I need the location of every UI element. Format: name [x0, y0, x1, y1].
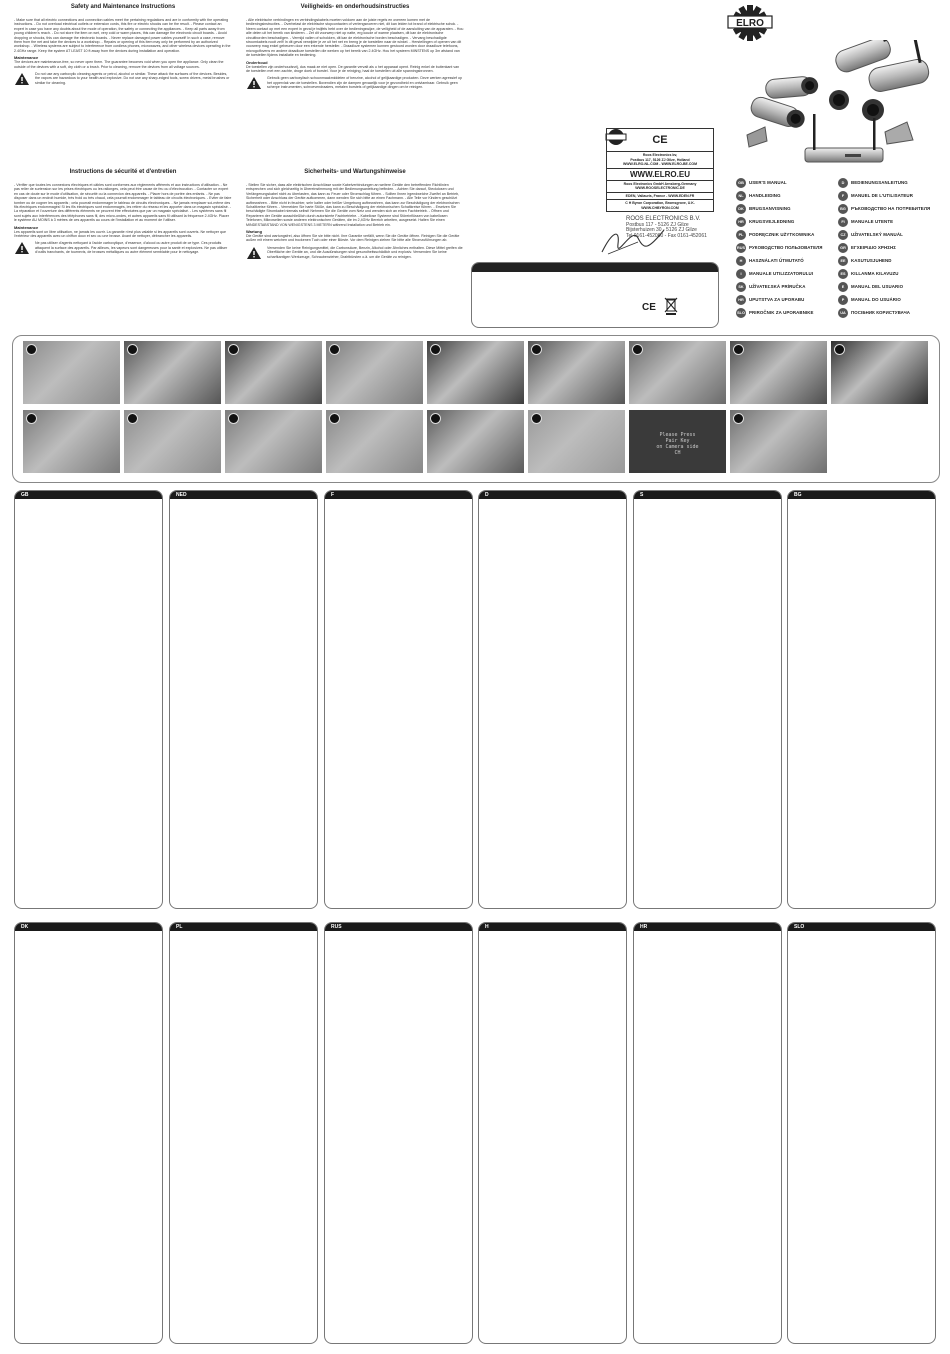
installation-step-photo	[23, 341, 120, 404]
pairing-screen-line: CH	[674, 450, 681, 456]
step-number-badge	[733, 344, 744, 355]
safety-gb	[14, 4, 232, 86]
installation-step-photo	[528, 341, 625, 404]
language-column	[478, 490, 627, 909]
website-url: WWW.ELRO.EU	[607, 168, 713, 180]
language-item: CZ UŽIVATELSKÝ MANUÁL	[838, 228, 946, 241]
safety-d	[246, 169, 464, 260]
language-item: RUS РУКОВОДСТВО ПОЛЬЗОВАТЕЛЯ	[736, 241, 836, 254]
maintenance-body-ned: De toestellen zijn onderhoudsvrij, dus maak ze niet open. De garantie vervalt als u het apparaat opent. Reinig enkel de buitenkant van de toestellen met een zachte, droge doek of borstel. Voor je de reiniging, haal de toestellen uit alle spanningsbronnen.	[246, 64, 460, 74]
maintenance-heading-gb: Maintenance	[14, 55, 39, 61]
language-item: D BEDIENUNGSANLEITUNG	[838, 176, 946, 189]
step-number-badge	[430, 344, 441, 355]
step-number-badge	[531, 413, 542, 424]
pairing-screen-line: Please Press	[659, 432, 696, 438]
column-tab: RUS	[325, 923, 472, 931]
warning-triangle-icon	[246, 76, 262, 90]
column-tab: S	[634, 491, 781, 499]
step-number-badge	[329, 413, 340, 424]
language-list-right	[838, 176, 946, 319]
installation-step-photo	[629, 341, 726, 404]
pairing-screen-text	[629, 432, 726, 456]
elro-logo	[726, 2, 774, 42]
language-item: PL PODRĘCZNIK UŻYTKOWNIKA	[736, 228, 836, 241]
language-column	[324, 922, 473, 1344]
safety-body-gb: - Make sure that all electric connections and connection cables meet the pertaining regulations and are in conformity with the operating instructions. - Do not overload electrical outlets or extension cords, this fire or electric shocks can be the result. - Please contact an expert in case you have any doubts about the mode of operation, the safety or connecting the appliances. - Keep all parts away from young children's reach. - Do not store the item on wet, very cold or warm places, this can damage the electronic circuit boards. - Avoid dropping or shocks, this can damage the electronic boards. - Never replace damaged power cables yourself! In such a case, remove them from the net and take the devices to a workshop. - Repairs or opening of this item may only be performed by an authorized workshop. - Wireless systems are subject to interference from cordless phones, microwaves, and other wireless devices operating in the 2.4GHz range. Keep the system AT LEAST 10 ft away from the devices during installation and operation.	[14, 18, 231, 53]
safety-body-ned: - Alle elektrische verbindingen en verbindingskabels moeten voldoen aan de juiste regels en overeen komen met de bedieningsinstructies. - Overbelast de elektrische stopcontacten of verlengsnoeren niet, dit kan leiden tot brand of elektrische schok. - Neem contact op met een expert in geval je twijfels hebt over de bedieningswijze, de veiligheid of de aansluiting van de apparaten. - Hou alle delen uit het bereik van kinderen. - Zet dit voorwerp niet op natte, erg koude of warme plaatsen, dit kan de elektronische circuitborden beschadigen. - Vermijd vallen of schokken, dit kan de elektronische borden beschadigen. - Vervang beschadigde stroomkabels nooit zelf! In dit geval verwijder je ze uit het net en breng je de toestellen naar de winkel. - Herstellingen of openen van dit voorwerp mag enkel gebeuren door een erkende hersteller. - Draadloze systemen kunnen gestoord worden door draadloze telefoons, microgolfovens en andere draadloze toestellen die werken op het bereik van 2.4GHz. Hou het systeem MINSTENS op 3m afstand van de toestellen tijdens installatie en bediening.	[246, 18, 464, 58]
weee-bin-icon	[664, 296, 678, 316]
installation-step-photo	[225, 410, 322, 473]
roos-line-1: Postbus 117 - 5126 ZJ Gilze	[626, 221, 689, 228]
installation-step-photo	[831, 341, 928, 404]
language-item: NL HANDLEIDING	[736, 189, 836, 202]
warning-notice-header	[472, 263, 718, 272]
maintenance-heading-d: Wartung	[246, 229, 263, 235]
warning-text-f: Ne pas utiliser d'agents nettoyant à l'acide carboxylique, d'essence, d'alcool ou autre produit de ce type. Ces produits attaquent la surface des appareils. Par ailleurs, les vapeurs sont dangereuses pour la santé et explosives. Ne pas utiliser d'outils tranchants, de tournevis, de brosses métalliques ou autre élément semblable pour le nettoyage.	[35, 241, 228, 255]
language-column	[633, 922, 782, 1344]
language-column	[169, 490, 318, 909]
installation-step-photo	[730, 341, 827, 404]
language-column	[787, 490, 936, 909]
ce-mark: CE	[652, 134, 668, 146]
step-number-badge	[127, 413, 138, 424]
address-line-2: Postbus 117, 5126 ZJ Gilze, Holland	[630, 157, 690, 162]
language-column	[169, 922, 318, 1344]
installation-step-photo	[23, 410, 120, 473]
safety-title-d: Sicherheits- und Wartungshinweise	[304, 169, 406, 175]
step-number-badge	[733, 413, 744, 424]
column-tab: SLO	[788, 923, 935, 931]
language-column	[14, 490, 163, 909]
installation-step-photo	[326, 341, 423, 404]
roos-name: ROOS ELECTRONICS B.V.	[626, 216, 701, 222]
step-number-badge	[228, 344, 239, 355]
installation-step-photo	[629, 410, 726, 473]
warning-text-gb: Do not use any carboxylic cleaning agents or petrol, alcohol or similar. These attack the surfaces of the devices. Besides, the vapors are hazardous to your health and explosive. Do not use any sharp-edged tools, screw drivers, metal brushes or similar for cleaning.	[35, 72, 230, 85]
column-tab: GB	[15, 491, 162, 499]
distributor-de: Roos Electronics GmbH Arnsberg-Germany	[623, 181, 697, 186]
distributor-info-box	[606, 128, 714, 212]
safety-title-gb: Safety and Maintenance Instructions	[70, 4, 176, 10]
maintenance-heading-ned: Onderhoud	[246, 59, 268, 65]
distributor-de-url: WWW.ROOSELECTRONIC.DE	[635, 186, 685, 191]
language-list-left	[736, 176, 836, 319]
distributor-uk-url: WWW.CHBYRON.COM	[641, 205, 679, 210]
column-tab: H	[479, 923, 626, 931]
installation-step-photo	[124, 341, 221, 404]
language-column	[633, 490, 782, 909]
installation-step-photo	[124, 410, 221, 473]
installation-step-photo	[326, 410, 423, 473]
step-number-badge	[531, 344, 542, 355]
pairing-screen-line: Pair Key	[665, 438, 690, 444]
language-item: DK BRUGSANVISNING	[736, 202, 836, 215]
safety-body-d: - Stellen Sie sicher, dass alle elektrischen Anschlüsse sowie Kabelverbindungen an weitere Geräte den betreffenden Richtlinien entsprechen und sich gleichzeitig in Übereinstimmung mit der Bedienungsanleitung befinden. - Achten Sie darauf, Steckdosen und Verlängerungskabel nicht zu überlasten, das kann zu Feuer oder Stromschlag führen. - Sollten Ihnen irgendwelche Zweifel an Betrieb, Sicherheit oder Anschluss der Geräte aufkommen, dann wenden Sie sich bitte an einen Fachmann. - Alle Teile vor Kindern geschützt aufbewahren. - Bitte nicht in feuchter, sehr kalter oder heißer Umgebung aufbewahren, das kann zur Beschädigung der elektronischen Schaltkreise führen. - Vermeiden Sie harte Stöße, das kann zu Beschädigung der elektronischen Schaltkreise führen. - Ersetzen Sie beschädigte Stromkabel niemals selbst! Nehmen Sie die Geräte vom Netz und wenden sich an einen Fachbetrieb. - Öffnen und Reparieren der Geräte ausschließlich durch autorisierte Fachbetriebe. - Kabellose Systeme sind Störeinflüssen von kabellosen Telefonen, Mikrowellen sowie anderen elektronischen Geräten, die im 2,4GHz Bereich arbeiten, ausgesetzt. Halten Sie einen MINDESTABSTAND VON WENIGSTENS 3 METERN während Installation und Betrieb ein.	[246, 183, 460, 227]
maintenance-body-d: Die Geräte sind wartungsfrei, also öffnen Sie sie bitte nicht. Ihre Garantie verfällt, wenn Sie die Geräte öffnen. Reinigen Sie die Geräte außen mit einem weichen und trockenen Tuch oder einer Bürste. Vor dem Reinigen ziehen Sie bitte alle Stromzuführungen ab.	[246, 234, 460, 243]
language-item: F MANUEL DE L'UTILISATEUR	[838, 189, 946, 202]
column-tab: PL	[170, 923, 317, 931]
column-tab: F	[325, 491, 472, 499]
language-column	[14, 922, 163, 1344]
language-item: H HASZNÁLATI ÚTMUTATÓ	[736, 254, 836, 267]
column-tab: HR	[634, 923, 781, 931]
language-item: GB USER'S MANUAL	[736, 176, 836, 189]
address-line-1: Roos Electronics bv,	[642, 153, 678, 157]
warning-triangle-icon	[246, 246, 262, 260]
safety-title-f: Instructions de sécurité et d'entretien	[69, 169, 177, 175]
language-item: I MANUALE UTILIZZATORULUI	[736, 267, 836, 280]
language-item: BG РЪКОВОДСТВО НА ПОТРЕБИТЕЛЯ	[838, 202, 946, 215]
language-column	[787, 922, 936, 1344]
maintenance-heading-f: Maintenance	[14, 224, 39, 230]
maintenance-body-f: Les appareils sont un libre utilisation, ne jamais les ouvrir. La garantie n'est plus valable si les appareils sont ouverts. Ne nettoyer que l'extérieur des appareils avec un chiffon doux et sec ou une brosse. Avant de nettoyer, débrancher les appareils.	[14, 229, 227, 239]
step-number-badge	[127, 344, 138, 355]
roos-line-2: Bijsterhuizen 30 - 5126 ZJ Gilze	[626, 227, 697, 234]
language-item: EE KASUTUSJUHEND	[838, 254, 946, 267]
step-number-badge	[228, 413, 239, 424]
language-item: FI MANUALE UTENTE	[838, 215, 946, 228]
language-item: UA ПОСІБНИК КОРИСТУВАЧА	[838, 306, 946, 319]
safety-title-ned: Veiligheids- en onderhoudsinstructies	[300, 4, 410, 10]
warning-triangle-icon	[14, 72, 30, 86]
column-tab: D	[479, 491, 626, 499]
safety-body-f: - Vérifier que toutes les connexions électriques et câbles sont conformes aux règlements afférents et aux instructions d'utilisation. - Ne pas relier de surtension sur les prises électriques ou les rallonges, cela peut être cause de feu ou d'électrocution. - Contacter un expert en cas de doute sur le mode d'utilisation, de sécurité ou la connexion des appareils. - Placer hors de portée des enfants. - Ne pas disposer dans un endroit humide, très froid ou très chaud, cela pourrait endommager le tableau de circuits électroniques. - Eviter de faire tomber ou de cogner les appareils ; cela pourrait endommager le tableau de circuits électroniques. - Ne jamais remplacer soi-même des fils électriques endommagés! Si les fils électriques sont endommagés, les retirer du réseau et les apporter dans un magasin spécialisé. - La réparation et l'ouverture des différents éléments ne peuvent être effectuées que par un magasin spécialisé. - Les systèmes sans fil sont sujets aux interférences des téléphones sans fil, des micro-ondes, et autres appareils sans fil utilisant la fréquence 2.4GHz. Placer le système AU MOINS à 3 mètres de ces appareils au cours de l'installation et au moment de l'utiliser.	[14, 183, 232, 223]
language-item: ES KILLANMA KILAVUZU	[838, 267, 946, 280]
language-item: GR ΕΓΧΕΙΡΙΔΙΟ ΧΡΗΣΗΣ	[838, 241, 946, 254]
step-number-badge	[26, 413, 37, 424]
language-column	[324, 490, 473, 909]
column-tab: DK	[15, 923, 162, 931]
signature	[598, 222, 668, 256]
language-item: SLO PRIROČNIK ZA UPORABNIKE	[736, 306, 836, 319]
step-number-badge	[834, 344, 845, 355]
address-line-3: WWW.ELRO-NL.COM - WWW.ELRO-BE.COM	[622, 162, 698, 167]
installation-step-photo	[225, 341, 322, 404]
maintenance-body-gb: The devices are maintenance-free, so never open them. The guarantee becomes void when you open the appliance. Only clean the outside of the devices with a soft, dry cloth or a brush. Prior to cleaning, remove the devices from all voltage sources.	[14, 60, 224, 69]
column-tab: BG	[788, 491, 935, 499]
logo-text: ELRO	[736, 18, 764, 29]
distributor-uk: C H Byron Corporation, Bromsgrove, U.K.	[625, 200, 695, 205]
language-item: HR UPUTSTVA ZA UPORABU	[736, 293, 836, 306]
step-number-badge	[632, 344, 643, 355]
language-item: E MANUAL DEL USUARIO	[838, 280, 946, 293]
step-number-badge	[430, 413, 441, 424]
pairing-screen-line: on Camera side	[656, 444, 699, 450]
installation-step-photo	[730, 410, 827, 473]
warning-notice-box	[471, 262, 719, 328]
column-tab: NED	[170, 491, 317, 499]
roos-line-3: Tel 0161-452060 - Fax 0161-452061	[626, 232, 707, 239]
language-item: P MANUAL DO USUÁRIO	[838, 293, 946, 306]
warning-triangle-icon	[14, 241, 30, 255]
step-number-badge	[329, 344, 340, 355]
step-number-badge	[26, 344, 37, 355]
language-item: HR KRUGSVEJLEDNING	[736, 215, 836, 228]
product-image	[735, 40, 935, 170]
language-column	[478, 922, 627, 1344]
distributor-fr: EDEN, Vallauris, France - WWW.EDEN.FR	[607, 192, 713, 199]
installation-step-photo	[427, 341, 524, 404]
installation-step-photo	[427, 410, 524, 473]
installation-step-photo	[528, 410, 625, 473]
safety-ned	[246, 4, 464, 90]
warning-text-d: Verwenden Sie keine Reinigungsmittel, die Carbonsäure, Benzin, Alkohol oder Ähnliches enthalten. Diese Mittel greifen die Oberfläche der Geräte an, und die Ausdünstungen sind gesundheitsschädlich und explosiv. Verwenden Sie keine scharfkantigen Werkzeuge, Schraubenzieher, Drahtbürsten o.ä. um die Geräte zu reinigen.	[267, 245, 463, 259]
language-item: SK UŽÍVATEĽSKÁ PRÍRUČKA	[736, 280, 836, 293]
safety-f	[14, 169, 232, 255]
warning-text-ned: Gebruik geen carboxylisch schoonmaakmiddelen of benzine, alcohol of gelijkaardige producten. Deze werken agressief op het oppervlak van de toestellen. Bovendien zijn de dampen gevaarlijk voor je gezondheid en ontvlambaar. Gebruik geen scherpe instrumenten, schroevendraaiers, metalen borstels of gelijkaardige dingen om te reinigen.	[267, 76, 462, 90]
ce-mark-small: CE	[642, 302, 656, 313]
